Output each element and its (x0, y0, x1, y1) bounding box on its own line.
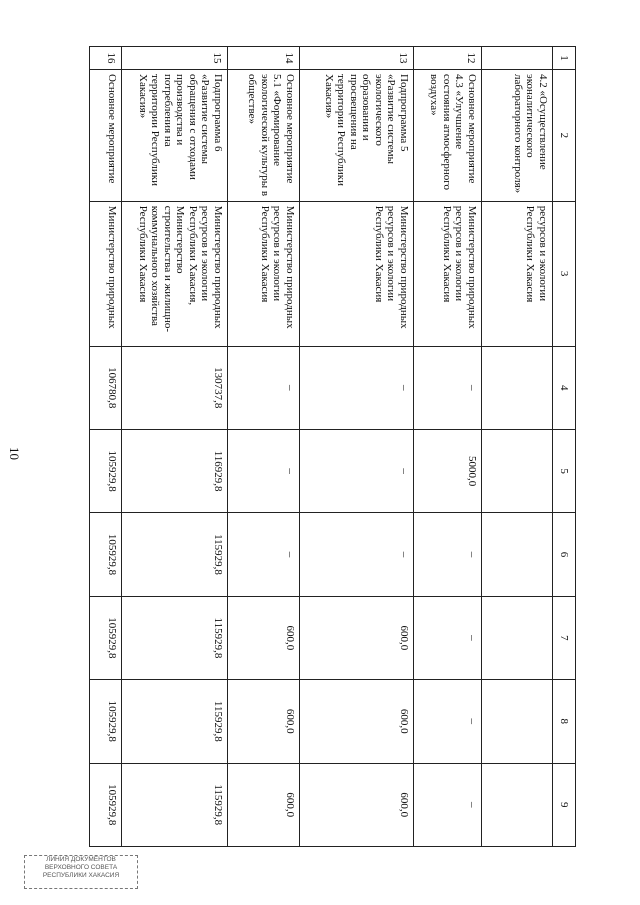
cell-value: 105929,8 (90, 680, 122, 763)
cell-value: – (228, 429, 300, 512)
row-executor: Министерство природных ресурсов и экологии Республики Хакасия (300, 201, 414, 346)
cell-value: – (300, 429, 414, 512)
row-name: Подпрограмма 5 «Развитие системы экологического образования и просвещения на территории Республики Хакасия» (300, 70, 414, 202)
cell-value: 600,0 (228, 763, 300, 847)
cell-value (482, 680, 553, 763)
row-executor: Министерство природных ресурсов и экологии Республики Хакасия (228, 201, 300, 346)
cell-value: – (414, 680, 482, 763)
cell-value: 600,0 (300, 596, 414, 679)
header-row (553, 47, 576, 847)
cell-value (482, 346, 553, 429)
cell-value: – (300, 346, 414, 429)
row-name: Подпрограмма 6 «Развитие системы обращения с отходами производства и потребления на территории Республики Хакасия» (122, 70, 228, 202)
cell-value: 115929,8 (122, 680, 228, 763)
stamp-line: ЛИНИЯ ДОКУМЕНТОВ (46, 856, 116, 863)
table-row (90, 47, 122, 847)
col-header-2: 2 (553, 70, 576, 202)
cell-value: 105929,8 (90, 429, 122, 512)
col-header-6: 6 (553, 513, 576, 596)
cell-value: – (414, 763, 482, 847)
cell-value: 115929,8 (122, 763, 228, 847)
stamp-line: ВЕРХОВНОГО СОВЕТА (44, 864, 118, 871)
cell-value: 130737,8 (122, 346, 228, 429)
archive-stamp (24, 855, 138, 889)
cell-value: – (414, 513, 482, 596)
cell-value: – (414, 346, 482, 429)
col-header-3: 3 (553, 201, 576, 346)
cell-value: 600,0 (228, 680, 300, 763)
table-row (414, 47, 482, 847)
row-number: 13 (300, 47, 414, 70)
row-name: 4.2 «Осуществление эконалитического лабораторного контроля» (482, 70, 553, 202)
table-row (300, 47, 414, 847)
cell-value: – (300, 513, 414, 596)
table-row (482, 47, 553, 847)
table-row (228, 47, 300, 847)
cell-value: 105929,8 (90, 513, 122, 596)
row-executor: Министерство природных (90, 201, 122, 346)
page-number: 10 (7, 447, 22, 460)
cell-value: 116929,8 (122, 429, 228, 512)
row-executor: ресурсов и экологии Республики Хакасия (482, 201, 553, 346)
cell-value: – (228, 513, 300, 596)
row-number: 15 (122, 47, 228, 70)
row-number: 14 (228, 47, 300, 70)
row-number: 16 (90, 47, 122, 70)
cell-value: 600,0 (300, 680, 414, 763)
cell-value: 115929,8 (122, 596, 228, 679)
cell-value: – (228, 346, 300, 429)
rotated-table-container (89, 46, 576, 847)
cell-value: 115929,8 (122, 513, 228, 596)
col-header-9: 9 (553, 763, 576, 847)
cell-value: 600,0 (300, 763, 414, 847)
cell-value: – (414, 596, 482, 679)
row-number: 12 (414, 47, 482, 70)
table-row (122, 47, 228, 847)
row-name: Основное мероприятие (90, 70, 122, 202)
cell-value (482, 596, 553, 679)
row-executor: Министерство природных ресурсов и экологии Республики Хакасия (414, 201, 482, 346)
cell-value: 600,0 (228, 596, 300, 679)
col-header-7: 7 (553, 596, 576, 679)
row-name: Основное мероприятие 4.3 «Улучшение состояния атмосферного воздуха» (414, 70, 482, 202)
cell-value: 106780,8 (90, 346, 122, 429)
stamp-line: РЕСПУБЛИКИ ХАКАСИЯ (42, 872, 120, 879)
col-header-1: 1 (553, 47, 576, 70)
budget-table (89, 46, 576, 847)
cell-value (482, 513, 553, 596)
cell-value (482, 429, 553, 512)
cell-value: 105929,8 (90, 596, 122, 679)
cell-value (482, 763, 553, 847)
col-header-4: 4 (553, 346, 576, 429)
col-header-5: 5 (553, 429, 576, 512)
col-header-8: 8 (553, 680, 576, 763)
cell-value: 5000,0 (414, 429, 482, 512)
row-executor: Министерство природных ресурсов и экологии Республики Хакасия, Министерство строительства и жилищно-коммунального хозяйства Республики Хакасия (122, 201, 228, 346)
row-name: Основное мероприятие 5.1 «Формирование экологической культуры в обществе» (228, 70, 300, 202)
row-number (482, 47, 553, 70)
cell-value: 105929,8 (90, 763, 122, 847)
